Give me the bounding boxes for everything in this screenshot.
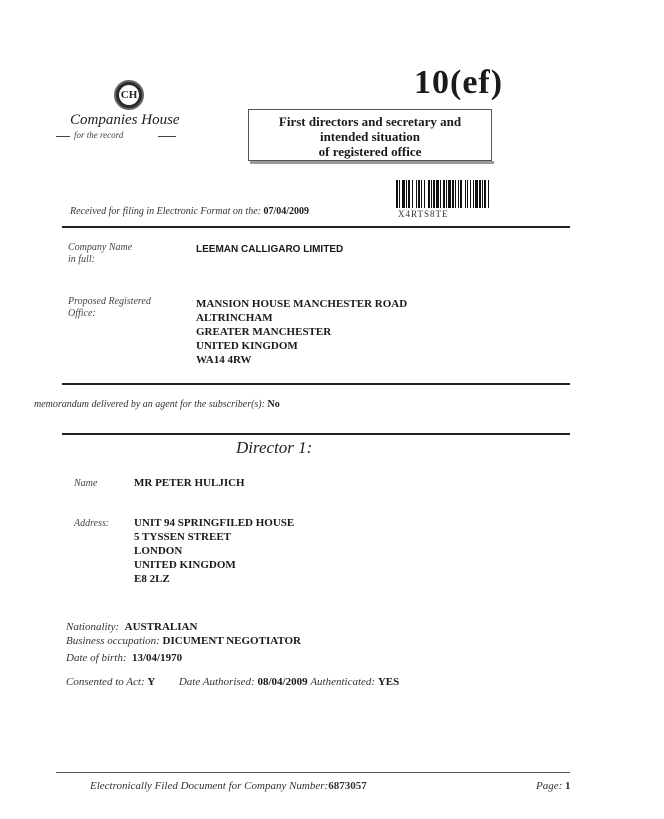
label-line: in full: <box>68 254 95 265</box>
memorandum-line <box>34 399 280 410</box>
address-line: UNIT 94 SPRINGFILED HOUSE <box>134 517 295 529</box>
dob-label: Date of birth: <box>66 652 127 664</box>
address-line: 5 TYSSEN STREET <box>134 531 232 543</box>
label-line: Office: <box>68 308 96 319</box>
barcode <box>396 180 548 208</box>
registered-office-label <box>68 296 151 320</box>
page-label: Page: <box>536 780 563 792</box>
authenticated-value: YES <box>377 676 400 688</box>
footer-filed <box>90 780 367 792</box>
address-line: E8 2LZ <box>134 573 170 585</box>
memorandum-label: memorandum delivered by an agent for the subscriber(s): <box>34 399 265 410</box>
page-number: 1 <box>565 780 571 792</box>
title-box-shadow <box>250 161 494 164</box>
authorised-label: Date Authorised: <box>178 676 255 688</box>
label-line: Proposed Registered <box>68 296 151 307</box>
form-title-box <box>248 109 492 161</box>
occupation-row <box>66 635 301 647</box>
address-line: UNITED KINGDOM <box>134 559 236 571</box>
brand-tagline: for the record <box>74 130 124 140</box>
director-address <box>134 516 294 586</box>
authorised-value: 08/04/2009 <box>257 676 308 688</box>
nationality-label: Nationality: <box>66 621 120 633</box>
tagline-rule-right <box>158 136 176 137</box>
dob-row <box>66 652 182 664</box>
company-name-label <box>68 242 132 266</box>
director-name-label: Name <box>74 478 98 489</box>
occupation-value: DICUMENT NEGOTIATOR <box>162 635 301 647</box>
address-line: UNITED KINGDOM <box>196 340 298 352</box>
received-date: 07/04/2009 <box>263 206 310 217</box>
nationality-value: AUSTRALIAN <box>124 621 198 633</box>
address-line: WA14 4RW <box>196 354 252 366</box>
director-address-label: Address: <box>74 518 110 529</box>
footer-page <box>536 780 571 792</box>
brand-name: Companies House <box>70 112 180 128</box>
companies-house-logo <box>114 80 144 110</box>
form-code: 10(ef) <box>414 64 504 101</box>
nationality-row <box>66 621 197 633</box>
footer-divider <box>56 772 570 773</box>
registered-office-address <box>196 297 407 367</box>
address-line: GREATER MANCHESTER <box>196 326 332 338</box>
company-name: LEEMAN CALLIGARO LIMITED <box>196 244 344 255</box>
director-name: MR PETER HULJICH <box>134 477 245 489</box>
footer-filed-label: Electronically Filed Document for Company Number: <box>90 780 329 792</box>
tagline-rule-left <box>56 136 70 137</box>
barcode-id: X4RTS8TE <box>398 209 449 219</box>
form-title-line: of registered office <box>318 144 422 159</box>
form-title-line: First directors and secretary and <box>278 114 462 129</box>
section-divider <box>62 433 570 435</box>
consented-value: Y <box>147 676 156 688</box>
dob-value: 13/04/1970 <box>132 652 183 664</box>
address-line: ALTRINCHAM <box>196 312 273 324</box>
consent-row <box>66 676 399 688</box>
logo-letters: CH <box>119 85 139 105</box>
section-divider <box>62 383 570 385</box>
address-line: MANSION HOUSE MANCHESTER ROAD <box>196 298 408 310</box>
received-line <box>70 206 309 217</box>
received-label: Received for filing in Electronic Format on the: <box>70 206 261 217</box>
label-line: Company Name <box>68 242 133 253</box>
authenticated-label: Authenticated: <box>310 676 376 688</box>
director-heading: Director 1: <box>236 438 313 457</box>
company-number: 6873057 <box>328 780 367 792</box>
section-divider <box>62 226 570 228</box>
occupation-label: Business occupation: <box>66 635 160 647</box>
memorandum-value: No <box>267 399 280 410</box>
form-title-line: intended situation <box>319 129 421 144</box>
consented-label: Consented to Act: <box>66 676 145 688</box>
address-line: LONDON <box>134 545 183 557</box>
